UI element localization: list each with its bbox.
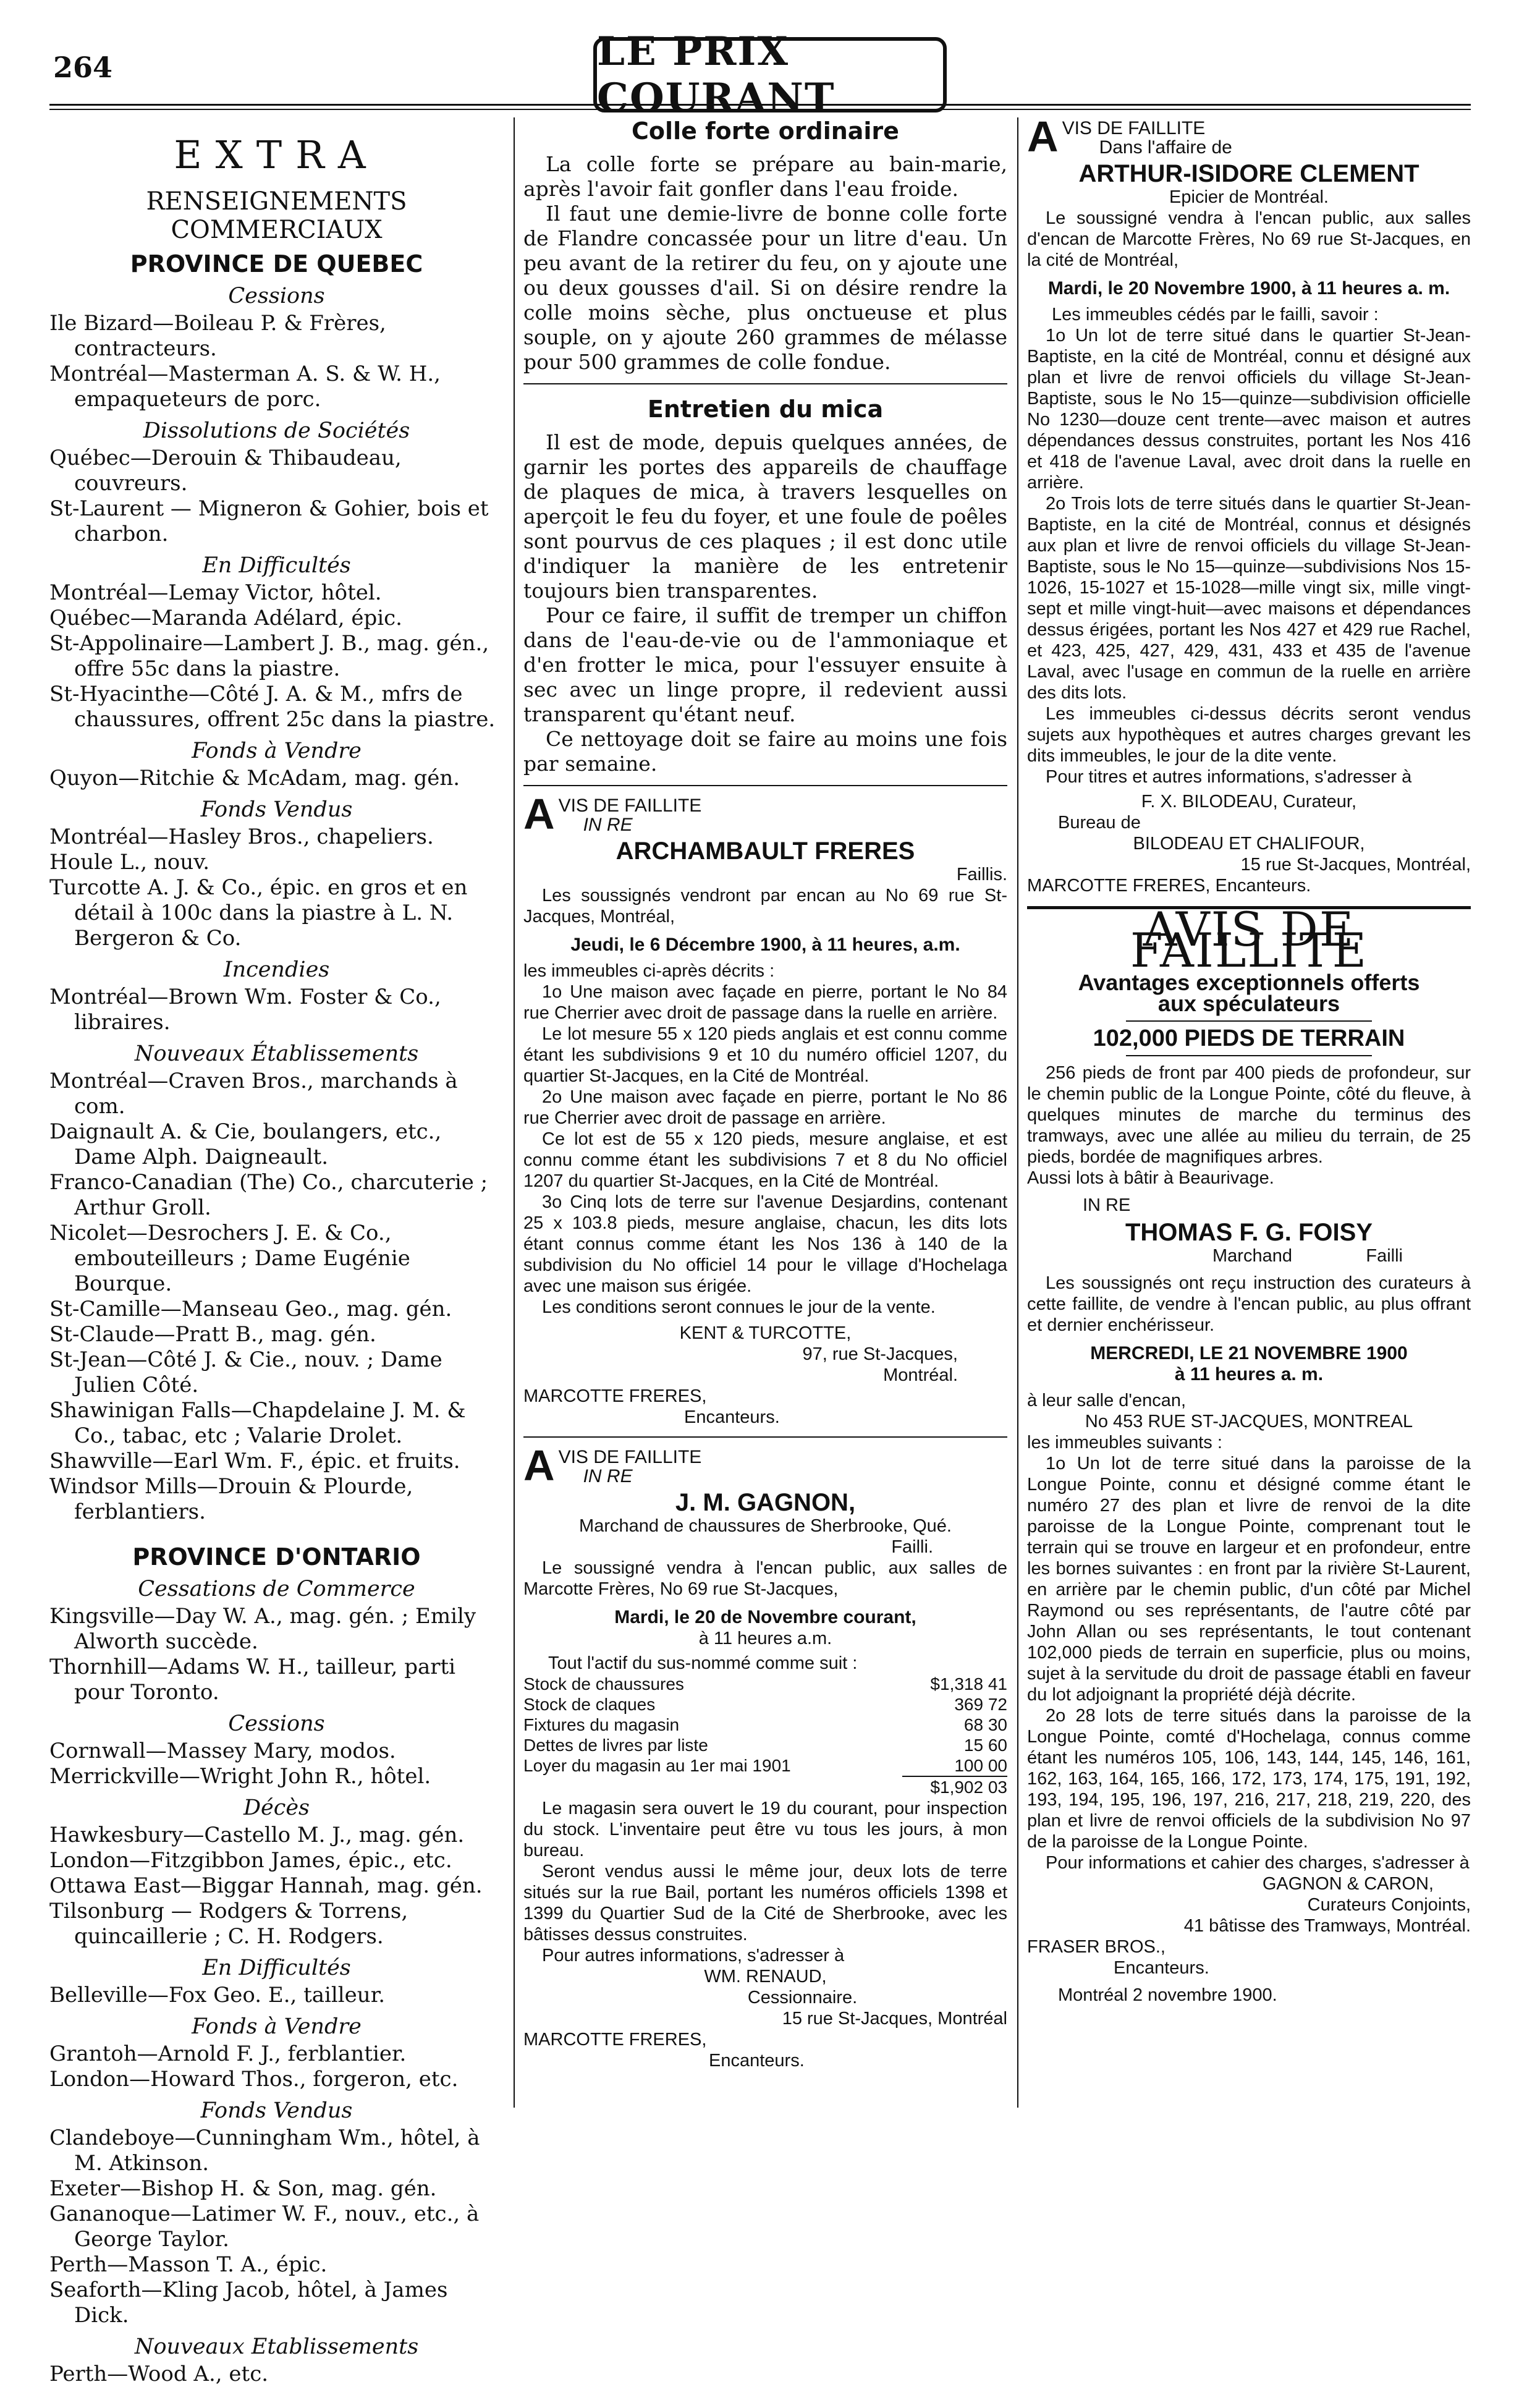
short-divider	[1126, 1020, 1372, 1022]
bankrupt-trade: Marchand	[1212, 1246, 1292, 1266]
newspaper-page	[49, 28, 1471, 2386]
notice-paragraph: Les immeubles ci-dessus décrits seront vendus sujets aux hypothèques et autres charges grevant les dits immeubles, le jour de la dite vente.	[1027, 704, 1471, 766]
signer-name: WM. RENAUD,	[704, 1967, 827, 1986]
short-divider	[1126, 1055, 1372, 1056]
province-heading-ontario: PROVINCE D'ONTARIO	[132, 1543, 421, 1571]
column-middle	[523, 117, 1007, 2108]
affaire-label: Dans l'affaire de	[1099, 137, 1232, 158]
notice-paragraph: Pour titres et autres informations, s'adresser à	[1046, 767, 1412, 787]
signer-title: Cessionnaire.	[747, 1988, 858, 2008]
list-item: Montréal—Hasley Bros., chapeliers.	[49, 825, 434, 849]
in-re-label: IN RE	[583, 1466, 633, 1486]
auctioneer-title: Encanteurs.	[1114, 1958, 1209, 1978]
land-description: 256 pieds de front par 400 pieds de profondeur, sur le chemin public de la Longue Pointe, côté du fleuve, à quelques minutes de marche du terminus des tramways, avec une allée au milieu du terrain, de 25 pieds, bordée de magnifiques arbres.	[1027, 1063, 1471, 1167]
auctioneer-title: Encanteurs.	[709, 2051, 805, 2071]
list-item: Thornhill—Adams W. H., tailleur, parti pour Toronto.	[49, 1655, 456, 1705]
avis-header	[1027, 112, 1471, 161]
mica-paragraph: Ce nettoyage doit se faire au moins une fois par semaine.	[523, 727, 1007, 776]
asset-amount: $1,318 41	[930, 1674, 1007, 1694]
section-heading: Fonds Vendus	[200, 797, 353, 822]
notice-paragraph: 1o Un lot de terre situé dans le quartier St-Jean-Baptiste, en la cité de Montréal, connu et désigné aux plan et livre de renvoi officiels du village St-Jean-Baptiste, sous le No 15—quinze—subdivision officielle No 1230—douze cent trente—avec maison et autres dépendances dessus construites, portant les Nos 416 et 418 de l'avenue Laval, avec droit dans la ruelle en arrière.	[1027, 326, 1471, 493]
avis-label: VIS DE FAILLITE	[558, 1447, 702, 1467]
asset-table	[523, 1674, 1007, 1776]
asset-label: Loyer du magasin au 1er mai 1901	[523, 1756, 791, 1775]
column-divider-right	[1017, 117, 1018, 2108]
notice-paragraph: 2o 28 lots de terre situés dans la paroisse de la Longue Pointe, comté d'Hochelaga, connus comme étant les numéros 105, 106, 143, 144, 145, 146, 161, 162, 163, 164, 165, 166, 172, 173, 174, 175, 191, 192, 193, 194, 195, 196, 197, 216, 217, 218, 219, 220, des plan et livre de renvoi officiels de la subdivision No 97 de la paroisse de la Longue Pointe.	[1027, 1706, 1471, 1852]
avis-label: VIS DE FAILLITE	[1062, 118, 1206, 138]
asset-label: Dettes de livres par liste	[523, 1736, 708, 1755]
auctioneer-name: MARCOTTE FRERES, Encanteurs.	[1027, 876, 1311, 896]
list-item: Merrickville—Wright John R., hôtel.	[49, 1764, 431, 1789]
notice-paragraph: 1o Un lot de terre situé dans la paroisse de la Longue Pointe, connu et désigné comme étant le numéro 27 des plan et livre de renvoi de la dite paroisse de la Longue Pointe, comprenant tout le terrain qui se trouve en largeur et en profondeur, entre les bornes suivantes : en front par la rivière St-Laurent, en arrière par le chemin public, d'un côté par Michel Raymond ou ses représentants, de l'autre côté par John Allan ou ses représentants, le tout contenant 102,000 pieds de terrain en superficie, plus ou moins, sujet à la servitude du droit de passage établi en faveur du lot adjoignant la propriété déjà décrite.	[1027, 1454, 1471, 1705]
notice-paragraph: Les conditions seront connues le jour de la vente.	[542, 1297, 936, 1317]
section-heading: Nouveaux Etablissements	[134, 2334, 419, 2359]
sale-time: à 11 heures a.m.	[698, 1629, 832, 1648]
list-item: Turcotte A. J. & Co., épic. en gros et en détail à 100c dans la piastre à L. N. Bergeron & Co.	[49, 875, 468, 951]
asset-label: Fixtures du magasin	[523, 1715, 680, 1734]
list-item: Perth—Masson T. A., épic.	[49, 2252, 328, 2277]
failli-label: Failli.	[891, 1537, 933, 1557]
notice-intro: Les soussignés vendront par encan au No 69 rue St-Jacques, Montréal,	[523, 886, 1007, 926]
notice-intro: Les soussignés ont reçu instruction des curateurs à cette faillite, de vendre à l'encan public, au plus offrant et dernier enchérisseur.	[1027, 1273, 1471, 1335]
ontario-sections	[49, 1577, 504, 2387]
auctioneer-name: FRASER BROS.,	[1027, 1937, 1166, 1957]
signer-city: Montréal.	[883, 1365, 958, 1385]
asset-label: Stock de chaussures	[523, 1674, 684, 1694]
signer-address: 15 rue St-Jacques, Montréal	[782, 2009, 1007, 2029]
firm-address: 15 rue St-Jacques, Montréal,	[1240, 855, 1471, 875]
list-item: Montréal—Craven Bros., marchands à com.	[49, 1069, 458, 1119]
list-item: Montréal—Masterman A. S. & W. H., empaqueteurs de porc.	[49, 362, 441, 412]
avis-initial: A	[1027, 112, 1059, 161]
notice-paragraph: 3o Cinq lots de terre sur l'avenue Desjardins, contenant 25 x 103.8 pieds, mesure anglaise, chacun, les dits lots étant connus comme étant les Nos 136 à 140 de la subdivision du No officiel 14 pour le village d'Hochelaga avec une maison sus érigée.	[523, 1192, 1007, 1296]
notice-gagnon	[523, 1441, 1007, 2071]
notice-lead: Tout l'actif du sus-nommé comme suit :	[548, 1653, 858, 1673]
faillis-label: Faillis.	[956, 865, 1007, 884]
page-header	[49, 28, 1471, 121]
list-item: London—Howard Thos., forgeron, etc.	[49, 2067, 459, 2092]
notice-lead: les immeubles suivants :	[1027, 1433, 1222, 1452]
list-item: Shawinigan Falls—Chapdelaine J. M. & Co., tabac, etc ; Valarie Drolet.	[49, 1398, 466, 1448]
notice-archambault	[523, 790, 1007, 1428]
asset-amount: 68 30	[963, 1715, 1007, 1734]
land-description-extra: Aussi lots à bâtir à Beaurivage.	[1027, 1168, 1274, 1188]
list-item: St-Hyacinthe—Côté J. A. & M., mfrs de chaussures, offrent 25c dans la piastre.	[49, 682, 496, 732]
list-item: Exeter—Bishop H. & Son, mag. gén.	[49, 2176, 437, 2201]
table-row	[523, 1694, 1007, 1715]
failli-label: Failli	[1366, 1246, 1403, 1266]
land-heading: 102,000 PIEDS DE TERRAIN	[1093, 1025, 1405, 1051]
section-heading: Décès	[243, 1796, 310, 1820]
table-row	[523, 1735, 1007, 1755]
list-item: St-Appolinaire—Lambert J. B., mag. gén., offre 55c dans la piastre.	[49, 631, 489, 681]
section-heading: Fonds à Vendre	[192, 739, 362, 763]
in-re-label: IN RE	[1083, 1195, 1131, 1215]
notice-paragraph: 2o Trois lots de terre situés dans le quartier St-Jean-Baptiste, en la cité de Montréal, connus et désignés aux plan et livre de renvoi officiels du village St-Jean-Baptiste, sous le No 15—quinze—subdivisions Nos 15-1026, 15-1027 et 15-1028—mille vingt six, mille vingt-sept et mille vingt-huit—avec maisons et dépendances dessus érigées, portant les Nos 427 et 429 rue Rachel, et 423, 425, 427, 429, 431, 433 et 435 de l'avenue Laval, avec l'usage en commun de la ruelle en arrière des dits lots.	[1027, 494, 1471, 703]
sale-date: Mardi, le 20 de Novembre courant,	[614, 1607, 916, 1627]
notice-paragraph: Seront vendus aussi le même jour, deux lots de terre situés sur la rue Bail, portant les numéros officiels 1398 et 1399 du Quartier Sud de la Cité de Sherbrooke, avec les bâtisses dessus construites.	[523, 1862, 1007, 1944]
column-commercial-info	[49, 117, 504, 2386]
section-heading: Dissolutions de Sociétés	[143, 418, 410, 443]
list-item: Gananoque—Latimer W. F., nouv., etc., à George Taylor.	[49, 2202, 480, 2252]
list-item: Ile Bizard—Boileau P. & Frères, contracteurs.	[49, 311, 386, 361]
column-divider-left	[514, 117, 515, 2108]
table-row	[523, 1755, 1007, 1776]
mica-paragraph: Il est de mode, depuis quelques années, de garnir les portes des appareils de chauffage de plaques de mica, à travers lesquelles on aperçoit le feu du foyer, et une foule de poêles sont pourvus de ces plaques ; il est donc utile d'indiquer la manière de les entretenir toujours bien transparentes.	[523, 430, 1007, 603]
quebec-sections	[49, 284, 504, 1525]
subtitle: RENSEIGNEMENTS COMMERCIAUX	[146, 187, 407, 244]
list-item: St-Claude—Pratt B., mag. gén.	[49, 1322, 376, 1347]
notice-lead: Les immeubles cédés par le failli, savoir :	[1052, 305, 1379, 324]
list-item: Cornwall—Massey Mary, modos.	[49, 1739, 396, 1763]
dateline: Montréal 2 novembre 1900.	[1058, 1985, 1277, 2005]
auctioneer-title: Encanteurs.	[684, 1407, 780, 1427]
asset-amount: 369 72	[954, 1695, 1007, 1714]
list-item: Houle L., nouv.	[49, 850, 210, 875]
list-item: St-Camille—Manseau Geo., mag. gén.	[49, 1297, 452, 1321]
notice-intro: Le soussigné vendra à l'encan public, aux salles de Marcotte Frères, No 69 rue St-Jacques,	[523, 1558, 1007, 1599]
signer-title: Curateurs Conjoints,	[1307, 1895, 1471, 1915]
bureau-label: Bureau de	[1058, 813, 1141, 833]
list-item: Perth—Wood A., etc.	[49, 2362, 269, 2386]
bankrupt-trade: Epicier de Montréal.	[1169, 187, 1329, 207]
offer-line-1: Avantages exceptionnels offerts	[1078, 970, 1420, 995]
list-item: Québec—Derouin & Thibaudeau, couvreurs.	[49, 446, 402, 496]
asset-label: Stock de claques	[523, 1695, 656, 1714]
in-re-label: IN RE	[583, 815, 633, 835]
sale-date: MERCREDI, LE 21 NOVEMBRE 1900	[1090, 1343, 1408, 1363]
divider	[523, 383, 1007, 384]
notice-intro: Le soussigné vendra à l'encan public, aux salles d'encan de Marcotte Frères, No 69 rue St-Jacques, en la cité de Montréal,	[1027, 208, 1471, 270]
section-heading: Cessions	[228, 1711, 325, 1736]
firm-name: BILODEAU ET CHALIFOUR,	[1133, 834, 1365, 854]
colle-heading: Colle forte ordinaire	[632, 117, 899, 145]
notice-paragraph: Pour autres informations, s'adresser à	[542, 1946, 845, 1965]
colle-paragraph: La colle forte se prépare au bain-marie, après l'avoir fait gonfler dans l'eau froide.	[523, 152, 1007, 201]
extra-title: EXTRA	[174, 132, 379, 177]
notice-paragraph: Le magasin sera ouvert le 19 du courant, pour inspection du stock. L'inventaire peut être vu tous les jours, à mon bureau.	[523, 1799, 1007, 1860]
auctioneer-name: MARCOTTE FRERES,	[523, 1386, 707, 1406]
auctioneer-name: MARCOTTE FRERES,	[523, 2030, 707, 2050]
table-row	[523, 1715, 1007, 1735]
bankrupt-name: ARCHAMBAULT FRERES	[616, 837, 915, 865]
notice-paragraph: Le lot mesure 55 x 120 pieds anglais et est connu comme étant les subdivisions 9 et 10 du numéro officiel 1207, du quartier St-Jacques, en la Cité de Montréal.	[523, 1024, 1007, 1086]
notice-paragraph: Pour informations et cahier des charges, s'adresser à	[1046, 1853, 1470, 1873]
colle-paragraph: Il faut une demie-livre de bonne colle forte de Flandre concassée pour un litre d'eau. Un peu avant de la retirer du feu, on y ajoute une ou deux gousses d'ail. Si on désire rendre la colle moins sèche, plus onctueuse et plus souple, on y ajoute 260 grammes de mélasse pour 500 grammes de colle fondue.	[523, 201, 1007, 374]
bankrupt-name: J. M. GAGNON,	[675, 1489, 856, 1516]
list-item: Belleville—Fox Geo. E., tailleur.	[49, 1983, 386, 2008]
list-item: Quyon—Ritchie & McAdam, mag. gén.	[49, 766, 460, 791]
bankrupt-name: THOMAS F. G. FOISY	[1125, 1219, 1373, 1246]
avis-initial: A	[523, 1441, 555, 1490]
avis-label: VIS DE FAILLITE	[558, 795, 702, 816]
divider	[523, 785, 1007, 786]
sale-date: Mardi, le 20 Novembre 1900, à 11 heures a. m.	[1047, 278, 1450, 299]
section-heading: Fonds Vendus	[200, 2098, 353, 2123]
avis-header	[523, 1441, 1007, 1490]
sale-date: Jeudi, le 6 Décembre 1900, à 11 heures, a.m.	[570, 935, 960, 955]
asset-amount: 15 60	[963, 1736, 1007, 1755]
bankrupt-trade: Marchand de chaussures de Sherbrooke, Qué.	[579, 1516, 952, 1536]
section-heading: En Difficultés	[202, 553, 351, 578]
sale-address: No 453 RUE ST-JACQUES, MONTREAL	[1085, 1412, 1413, 1431]
list-item: Tilsonburg — Rodgers & Torrens, quincaillerie ; C. H. Rodgers.	[49, 1899, 408, 1949]
mica-paragraph: Pour ce faire, il suffit de tremper un chiffon dans de l'eau-de-vie ou de l'ammoniaque et d'en frotter le mica, pour l'essuyer ensuite à sec avec un linge propre, il redevient aussi transparent qu'étant neuf.	[523, 603, 1007, 726]
notice-clement	[1027, 112, 1471, 896]
offer-line-2: aux spéculateurs	[1157, 991, 1340, 1016]
bankrupt-name: ARTHUR-ISIDORE CLEMENT	[1078, 160, 1419, 187]
column-right	[1027, 112, 1471, 2108]
list-item: Hawkesbury—Castello M. J., mag. gén.	[49, 1823, 465, 1847]
sale-time: à 11 heures a. m.	[1174, 1364, 1324, 1384]
asset-total: $1,902 03	[902, 1776, 1007, 1798]
header-rule	[49, 104, 1471, 106]
avis-initial: A	[523, 790, 555, 838]
header-rule-thin	[49, 109, 1471, 110]
section-heading: Fonds à Vendre	[192, 2014, 362, 2039]
signer-address: 97, rue St-Jacques,	[802, 1344, 958, 1364]
list-item: Windsor Mills—Drouin & Plourde, ferblantiers.	[49, 1474, 413, 1524]
list-item: St-Jean—Côté J. & Cie., nouv. ; Dame Julien Côté.	[49, 1347, 442, 1397]
section-heading: Incendies	[223, 957, 330, 982]
signer-address: 41 bâtisse des Tramways, Montréal.	[1183, 1916, 1471, 1936]
signer-name: KENT & TURCOTTE,	[679, 1323, 852, 1343]
notice-paragraph: 1o Une maison avec façade en pierre, portant le No 84 rue Cherrier avec droit de passage dans la ruelle en arrière.	[523, 982, 1007, 1023]
notice-paragraph: Ce lot est de 55 x 120 pieds, mesure anglaise, et est connu comme étant les subdivisions 7 et 8 du No officiel 1207 du quartier St-Jacques, en la Cité de Montréal.	[523, 1129, 1007, 1191]
province-heading-quebec: PROVINCE DE QUEBEC	[130, 250, 423, 278]
section-heading: Nouveaux Établissements	[134, 1041, 419, 1066]
notice-foisy	[1027, 902, 1471, 2006]
list-item: Nicolet—Desrochers J. E. & Co., embouteilleurs ; Dame Eugénie Bourque.	[49, 1221, 410, 1296]
list-item: Daignault A. & Cie, boulangers, etc., Dame Alph. Daigneault.	[49, 1119, 442, 1169]
section-heading: En Difficultés	[202, 1956, 351, 1980]
masthead-logo: LE PRIX COURANT	[593, 37, 947, 112]
section-heading: Cessions	[228, 284, 325, 308]
list-item: Kingsville—Day W. A., mag. gén. ; Emily Alworth succède.	[49, 1604, 476, 1654]
avis-big-title: AVIS DE FAILLITE	[1130, 902, 1368, 978]
list-item: Shawville—Earl Wm. F., épic. et fruits.	[49, 1449, 460, 1473]
list-item: Montréal—Brown Wm. Foster & Co., libraires.	[49, 985, 441, 1035]
list-item: London—Fitzgibbon James, épic., etc.	[49, 1848, 452, 1873]
list-item: Franco-Canadian (The) Co., charcuterie ; Arthur Groll.	[49, 1170, 488, 1220]
list-item: Ottawa East—Biggar Hannah, mag. gén.	[49, 1873, 483, 1898]
avis-header	[523, 790, 1007, 838]
asset-amount: 100 00	[954, 1756, 1007, 1775]
signer-name: GAGNON & CARON,	[1262, 1874, 1434, 1894]
section-heading: Cessations de Commerce	[138, 1577, 415, 1601]
notice-paragraph: 2o Une maison avec façade en pierre, portant le No 86 rue Cherrier avec droit de passage en arrière.	[523, 1087, 1007, 1128]
curateur-name: F. X. BILODEAU, Curateur,	[1141, 792, 1357, 812]
list-item: Montréal—Lemay Victor, hôtel.	[49, 580, 382, 605]
page-number: 264	[53, 51, 113, 84]
list-item: Grantoh—Arnold F. J., ferblantier.	[49, 2041, 407, 2066]
table-row	[523, 1674, 1007, 1694]
sale-room: à leur salle d'encan,	[1027, 1391, 1187, 1410]
list-item: St-Laurent — Migneron & Gohier, bois et charbon.	[49, 496, 489, 546]
list-item: Seaforth—Kling Jacob, hôtel, à James Dick.	[49, 2278, 448, 2328]
mica-heading: Entretien du mica	[647, 396, 884, 423]
list-item: Québec—Maranda Adélard, épic.	[49, 606, 402, 630]
divider	[523, 1436, 1007, 1438]
notice-lead: les immeubles ci-après décrits :	[523, 961, 775, 981]
list-item: Clandeboye—Cunningham Wm., hôtel, à M. Atkinson.	[49, 2126, 480, 2176]
